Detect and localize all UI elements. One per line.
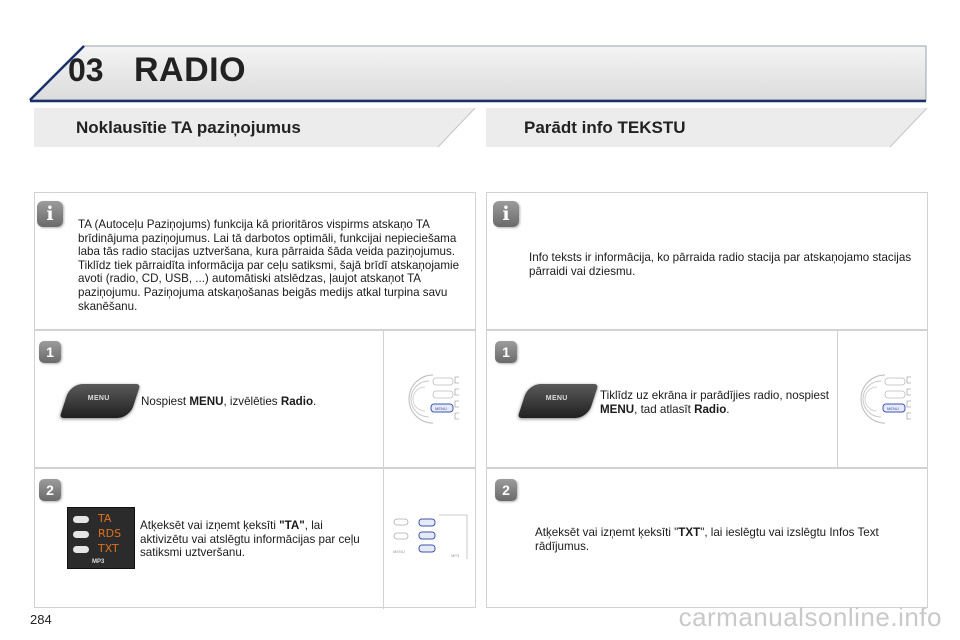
control-panel-image <box>393 369 475 429</box>
ta-display-image <box>67 507 135 569</box>
rds-label: RDS <box>98 527 122 540</box>
section-title-left <box>34 108 434 148</box>
mini-menu-label: MENU <box>393 549 405 554</box>
right-info-panel <box>486 192 928 330</box>
step-2-icon: 2 <box>39 479 61 501</box>
mini-mp3-label: MP3 <box>451 553 460 558</box>
menu-button-image: MENU <box>517 384 598 418</box>
txt-label: TXT <box>98 542 119 555</box>
control-panel-label: MENU <box>435 406 447 411</box>
right-step2-panel <box>486 468 928 608</box>
mp3-label: MP3 <box>92 559 105 565</box>
control-panel-label: MENU <box>887 406 899 411</box>
left-step2-text: Atķeksēt vai izņemt ķeksīti "TA", lai aktivizētu vai atslēgtu informācijas par ceļu satiksmi uztveršanu. <box>140 519 360 560</box>
left-step1-panel <box>34 330 476 468</box>
info-icon: i <box>493 201 519 227</box>
chapter-title: RADIO <box>134 51 247 89</box>
left-step2-panel <box>34 468 476 608</box>
info-icon: i <box>37 201 63 227</box>
left-info-panel <box>34 192 476 330</box>
mini-panel-image <box>391 509 471 571</box>
section-title-right <box>486 108 886 148</box>
section-title-right-text: Parādt info TEKSTU <box>524 118 686 137</box>
page-number: 284 <box>30 612 52 627</box>
right-step1-panel <box>486 330 928 468</box>
right-step2-text: Atķeksēt vai izņemt ķeksīti "TXT", lai ieslēgtu vai izslēgtu Infos Text rādījumus. <box>535 526 879 553</box>
watermark: carmanualsonline.info <box>678 602 942 632</box>
step-2-icon: 2 <box>495 479 517 501</box>
left-step1-text: Nospiest MENU, izvēlēties Radio. <box>141 395 317 408</box>
control-panel-image <box>845 369 927 429</box>
left-info-text: TA (Autoceļu Paziņojums) funkcija kā prioritāros vispirms atskaņo TA brīdinājuma paziņojumus. Lai tā darbotos optimāli, funkcijai nepieciešama laba tās radio stacijas uztveršana, kura pārraida šāda veida paziņojumus. Tiklīdz tiek pārraidīta informācija par ceļu satiksmi, šajā brīdī atskaņojamie avoti (radio, CD, USB, ...) automātiski atslēdzas, ļaujot atskaņot TA paziņojumu. Paziņojuma atskaņošanas beigās medijs atkal turpina savu skanēšanu. <box>78 218 460 313</box>
menu-button-image: MENU <box>59 384 140 418</box>
ta-label: TA <box>98 512 112 525</box>
step-1-icon: 1 <box>495 341 517 363</box>
step-1-icon: 1 <box>39 341 61 363</box>
section-title-left-text: Noklausītie TA paziņojumus <box>76 118 301 137</box>
chapter-number: 03 <box>68 52 104 88</box>
right-info-text: Info teksts ir informācija, ko pārraida radio stacija par atskaņojamo stacijas pārraidi vai dziesmu. <box>529 251 912 278</box>
right-step1-text: Tiklīdz uz ekrāna ir parādījies radio, nospiest MENU, tad atlasīt Radio. <box>600 389 829 416</box>
